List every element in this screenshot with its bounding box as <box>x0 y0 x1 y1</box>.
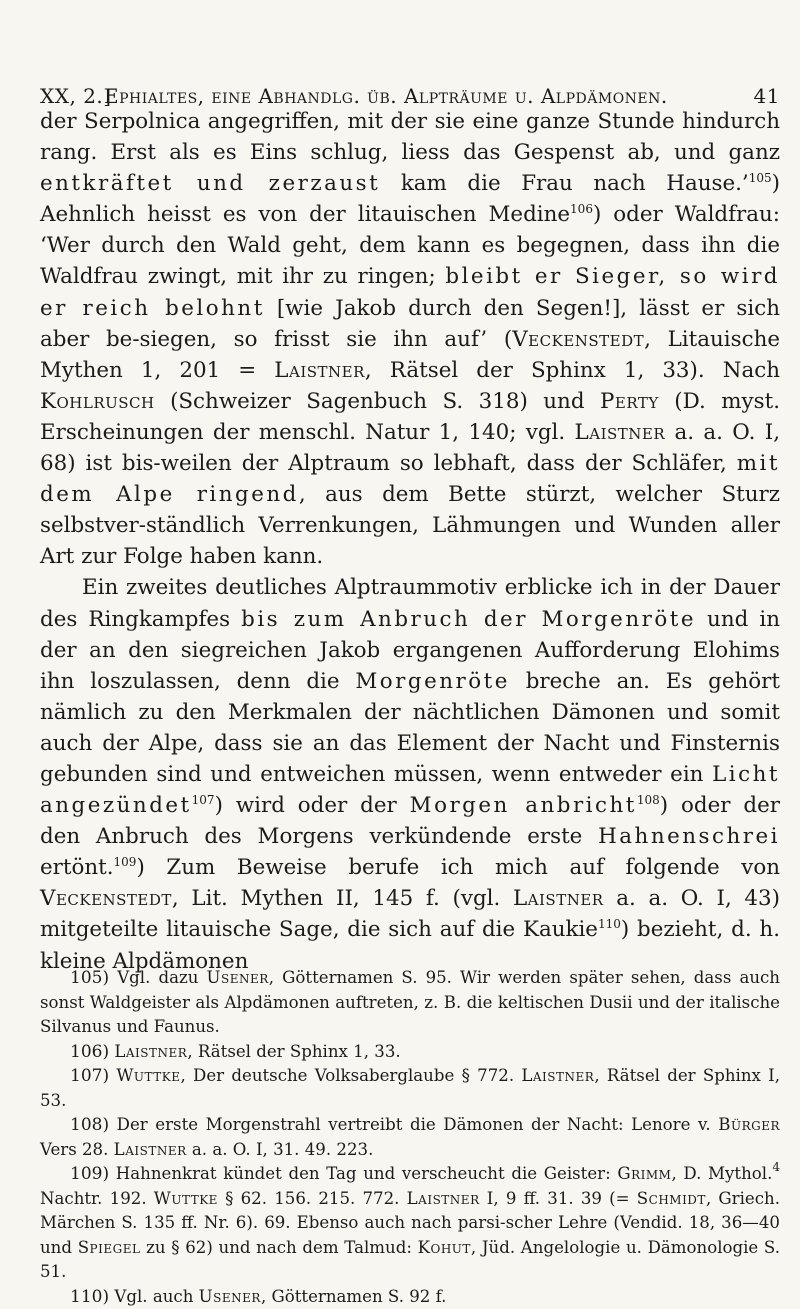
author-name: Veckenstedt <box>40 886 172 911</box>
author-name: Laistner <box>274 358 365 383</box>
footnote-ref: 107 <box>192 793 215 807</box>
author-name: Laistner <box>575 420 666 445</box>
paragraph-1: der Serpolnica angegriffen, mit der sie eine ganze Stunde hindurch rang. Erst als es Eins schlug, liess das Gespenst ab, und ganz entkräftet und zerzaust kam die Frau nach Hause.’$^{105}$) Aehnlich heisst es von der litauischen Medine$^{106}$) oder Waldfrau: ‘Wer durch den Wald geht, dem kann es begegnen, dass ihn die Waldfrau zwingt, mit ihr zu ringen; bleibt er Sieger, so wird er reich belohnt [wie Jakob durch den Segen!], lässt er sich aber be-siegen, so frisst sie ihn auf’ (Veckenstedt, Litauische Mythen 1, 201 = Laistner, Rätsel der Sphinx 1, 33). Nach Kohlrusch (Schweizer Sagenbuch S. 318) und Perty (D. myst. Erscheinungen der menschl. Natur 1, 140; vgl. Laistner a. a. O. I, 68) ist bis-weilen der Alptraum so lebhaft, dass der Schläfer, mit dem Alpe ringend, aus dem Bette stürzt, welcher Sturz selbstver-ständlich Verrenkungen, Lähmungen und Wunden aller Art zur Folge haben kann. <box>40 106 780 572</box>
main-text <box>40 106 780 977</box>
spaced-emphasis: Morgen anbricht <box>410 793 637 818</box>
footnote-number: 107) <box>70 1066 109 1086</box>
footnote-ref: 108 <box>637 793 660 807</box>
author-name: Grimm <box>617 1164 671 1183</box>
footnote-number: 106) <box>70 1042 109 1062</box>
paragraph-2: Ein zweites deutliches Alptraummotiv erblicke ich in der Dauer des Ringkampfes bis zum Anbruch der Morgenröte und in der an den siegreichen Jakob ergangenen Aufforderung Elohims ihn loszulassen, denn die Morgenröte breche an. Es gehört nämlich zu den Merkmalen der nächtlichen Dämonen und somit auch der Alpe, dass sie an das Element der Nacht und Finsternis gebunden sind und entweichen müssen, wenn entweder ein Licht angezündet$^{107}$) wird oder der Morgen anbricht$^{108}$) oder der den Anbruch des Morgens verkündende erste Hahnenschrei ertönt.$^{109}$) Zum Beweise berufe ich mich auf folgende von Veckenstedt, Lit. Mythen II, 145 f. (vgl. Laistner a. a. O. I, 43) mitgeteilte litauische Sage, die sich auf die Kaukie$^{110}$) bezieht, d. h. kleine Alpdämonen <box>40 572 780 976</box>
footnote-109: 109) Hahnenkrat kündet den Tag und verscheucht die Geister: Grimm, D. Mythol.$^4$ Nachtr. 192. Wuttke § 62. 156. 215. 772. Laistner I, 9 ff. 31. 39 (= Schmidt, Griech. Märchen S. 135 ff. Nr. 6). 69. Ebenso auch nach parsi-scher Lehre (Vendid. 18, 36—40 und Spiegel zu § 62) und nach dem Talmud: Kohut, Jüd. Angelologie u. Dämonologie S. 51. <box>40 1162 780 1285</box>
header-title: Ephialtes, eine Abhandlg. üb. Alpträume u. Alpdämonen. <box>104 84 668 108</box>
footnote-number: 110) <box>70 1287 109 1307</box>
author-name: Veckenstedt <box>512 327 644 352</box>
spaced-emphasis: Morgenröte <box>355 669 510 694</box>
author-name: Laistner <box>114 1140 187 1159</box>
spaced-emphasis: mit dem Alpe ringend <box>40 451 780 507</box>
footnote-105: 105) Vgl. dazu Usener, Götternamen S. 95. Wir werden später sehen, dass auch sonst Waldgeister als Alpdämonen auftreten, z. B. die keltischen Dusii und der italische Silvanus und Faunus. <box>40 966 780 1040</box>
footnote-number: 105) <box>70 968 109 988</box>
author-name: Laistner <box>114 1042 187 1061</box>
spaced-emphasis: Hahnenschrei <box>598 824 780 849</box>
author-name: Usener <box>207 968 269 987</box>
footnote-107: 107) Wuttke, Der deutsche Volksaberglaube § 772. Laistner, Rätsel der Sphinx I, 53. <box>40 1064 780 1113</box>
footnote-ref: 110 <box>598 917 621 931</box>
author-name: Laistner <box>521 1066 594 1085</box>
author-name: Schmidt <box>637 1189 706 1208</box>
author-name: Wuttke <box>154 1189 218 1208</box>
author-name: Wuttke <box>116 1066 180 1085</box>
edition-superscript: 4 <box>772 1160 780 1174</box>
footnote-ref: 106 <box>570 202 593 216</box>
spaced-emphasis: Licht angezündet <box>40 762 780 818</box>
spaced-emphasis: bis zum Anbruch der Morgenröte <box>241 607 696 632</box>
author-name: Kohut <box>418 1238 471 1257</box>
author-name: Usener <box>199 1287 261 1306</box>
spaced-emphasis: bleibt er Sieger, so wird er reich belohnt <box>40 264 780 320</box>
footnote-108: 108) Der erste Morgenstrahl vertreibt die Dämonen der Nacht: Lenore v. Bürger Vers 28. Laistner a. a. O. I, 31. 49. 223. <box>40 1113 780 1162</box>
author-name: Bürger <box>718 1115 780 1134</box>
footnote-ref: 109 <box>114 855 137 869</box>
author-name: Perty <box>600 389 659 414</box>
footnotes <box>40 966 780 1309</box>
footnote-ref: 105 <box>749 171 772 185</box>
footnote-number: 109) <box>70 1164 109 1184</box>
footnote-110: 110) Vgl. auch Usener, Götternamen S. 92 f. <box>40 1285 780 1309</box>
header-section: XX, 2.] <box>40 84 112 108</box>
footnote-number: 108) <box>70 1115 109 1135</box>
author-name: Spiegel <box>78 1238 141 1257</box>
page-number: 41 <box>754 84 780 108</box>
author-name: Laistner <box>513 886 604 911</box>
footnote-106: 106) Laistner, Rätsel der Sphinx 1, 33. <box>40 1040 780 1065</box>
author-name: Kohlrusch <box>40 389 155 414</box>
author-name: Laistner <box>407 1189 480 1208</box>
spaced-emphasis: entkräftet und zerzaust <box>40 171 380 196</box>
